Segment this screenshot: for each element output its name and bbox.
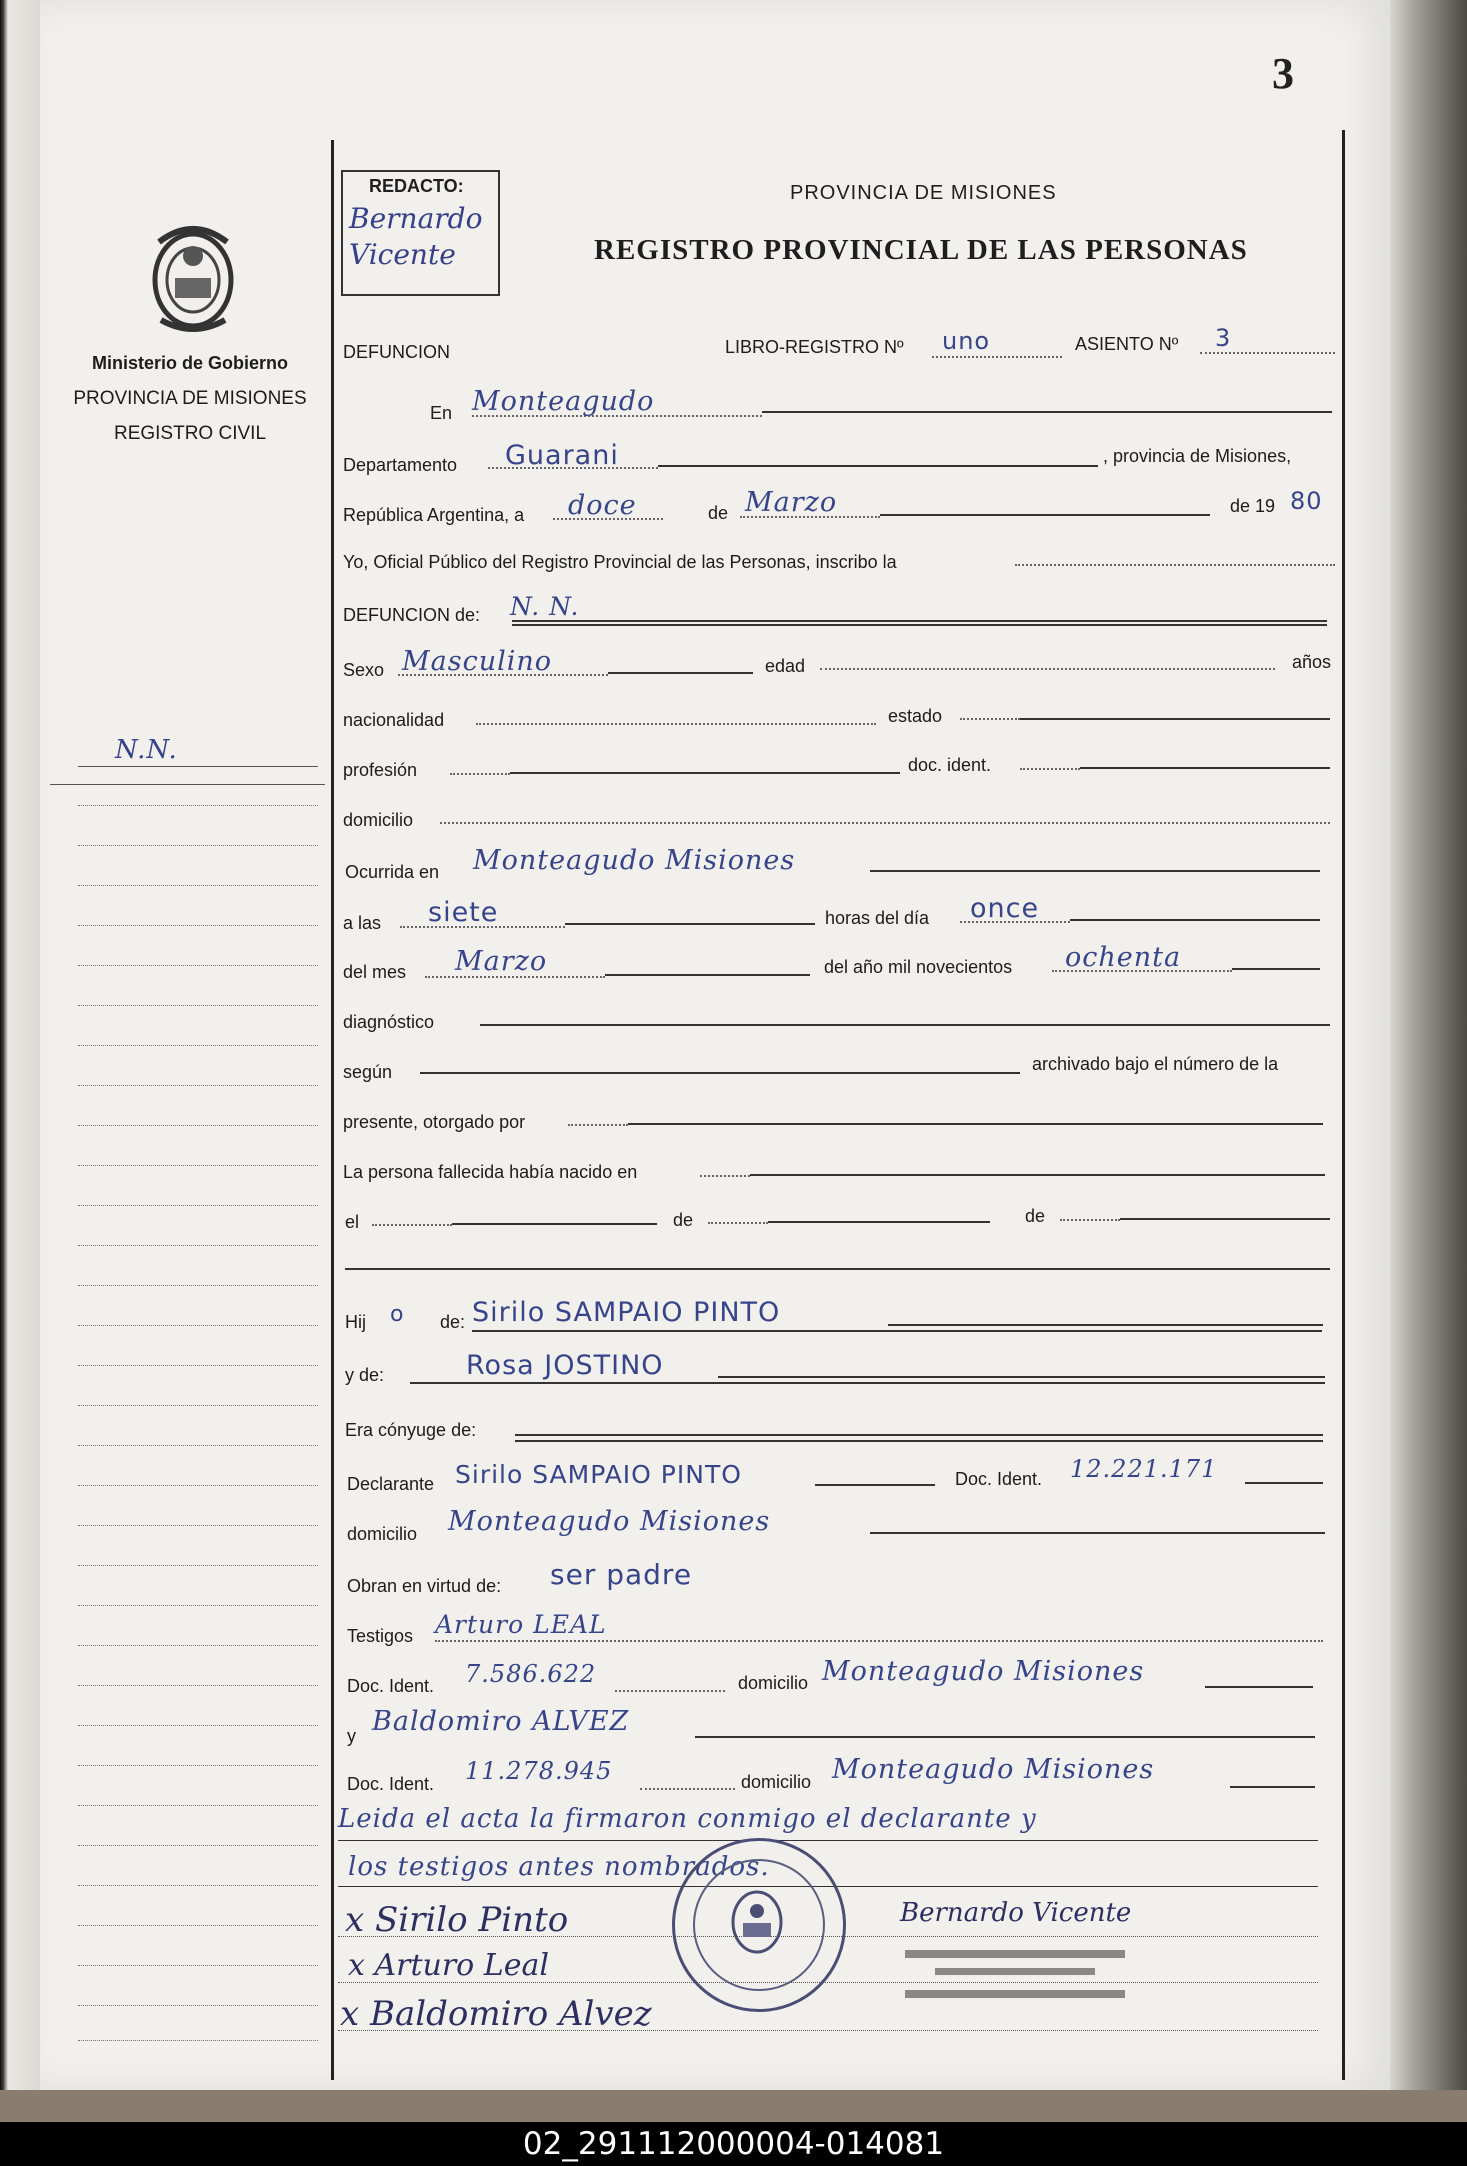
domicilio2-label: domicilio xyxy=(347,1524,418,1544)
closing-line-2: los testigos antes nombrados. xyxy=(348,1852,770,1882)
nacido-dots xyxy=(700,1175,750,1177)
testigo2-value: Baldomiro ALVEZ xyxy=(372,1706,630,1737)
redacto-label: REDACTO: xyxy=(369,176,464,196)
right-page-edge xyxy=(1390,0,1467,2090)
provincia-label: , provincia de Misiones, xyxy=(1103,446,1292,466)
padre-line-1 xyxy=(472,1330,1322,1332)
en-label: En xyxy=(430,403,453,423)
madre-line-1 xyxy=(410,1382,1325,1384)
estado-line xyxy=(1020,718,1330,720)
official-stamp-smear-3 xyxy=(905,1990,1125,1998)
dia-value: doce xyxy=(568,490,637,521)
coat-of-arms-icon xyxy=(145,222,241,334)
de2-line xyxy=(768,1221,990,1223)
defuncion-de-label: DEFUNCION de: xyxy=(343,605,481,625)
domicilio4-label: domicilio xyxy=(741,1772,812,1792)
conyuge-label: Era cónyuge de: xyxy=(345,1420,477,1440)
diagnostico-label: diagnóstico xyxy=(343,1012,435,1032)
departamento-value: Guarani xyxy=(505,440,619,471)
departamento-label: Departamento xyxy=(343,455,458,475)
header-province: PROVINCIA DE MISIONES xyxy=(790,182,1057,204)
doc-ident4-label: Doc. Ident. xyxy=(347,1774,435,1794)
right-border-line xyxy=(1342,130,1345,2080)
anio-mil-label: del año mil novecientos xyxy=(824,957,1013,977)
domicilio2-line xyxy=(870,1532,1325,1534)
madre-line-2 xyxy=(718,1376,1325,1378)
dia2-line xyxy=(1070,919,1320,921)
signature-declarante: x Sirilo Pinto xyxy=(345,1900,569,1940)
declarante-doc-line xyxy=(1245,1482,1323,1484)
doc-ident-dots xyxy=(1020,768,1080,770)
redacto-signature-line1: Bernardo xyxy=(349,202,483,235)
hora-line xyxy=(565,923,815,925)
testigo2-domicilio: Monteagudo Misiones xyxy=(832,1754,1155,1785)
official-stamp-smear-2 xyxy=(935,1968,1095,1975)
el-line xyxy=(452,1223,657,1225)
testigo1-doc-dots xyxy=(615,1690,725,1692)
domicilio3-label: domicilio xyxy=(738,1673,809,1693)
signature-official: Bernardo Vicente xyxy=(900,1898,1132,1928)
republica-label: República Argentina, a xyxy=(343,505,525,525)
domicilio-label: domicilio xyxy=(343,810,414,830)
libro-label: LIBRO-REGISTRO Nº xyxy=(725,337,904,357)
anio-value: 80 xyxy=(1290,487,1323,515)
hij-suffix: o xyxy=(390,1302,405,1327)
segun-line xyxy=(420,1072,1020,1074)
defuncion-de-value: N. N. xyxy=(510,592,580,621)
closing-line-1-rule xyxy=(338,1840,1318,1841)
profesion-label: profesión xyxy=(343,760,418,780)
testigo2-doc-dots xyxy=(640,1788,735,1790)
margin-name-line xyxy=(78,766,318,767)
signature-line-3 xyxy=(338,2030,1318,2031)
hora-value: siete xyxy=(428,897,499,928)
defuncion-label: DEFUNCION xyxy=(343,342,450,362)
del-mes-label: del mes xyxy=(343,962,407,982)
fecha-line xyxy=(880,514,1210,516)
declarante-value: Sirilo SAMPAIO PINTO xyxy=(455,1460,742,1489)
testigo2-domicilio-line xyxy=(1230,1786,1315,1788)
mes-value: Marzo xyxy=(745,487,838,518)
redacto-signature-line2: Vicente xyxy=(349,238,456,271)
presente-label: presente, otorgado por xyxy=(343,1112,526,1132)
el-dots xyxy=(372,1224,452,1226)
obran-value: ser padre xyxy=(550,1558,693,1591)
testigo1-value: Arturo LEAL xyxy=(435,1610,607,1639)
de2-dots xyxy=(708,1222,768,1224)
anio2-value: ochenta xyxy=(1065,942,1182,973)
page-number: 3 xyxy=(1272,49,1294,98)
estado-label: estado xyxy=(888,706,943,726)
ocurrida-line xyxy=(870,870,1320,872)
testigo1-doc: 7.586.622 xyxy=(465,1660,597,1688)
testigo1-domicilio-line xyxy=(1205,1686,1313,1688)
left-page-edge xyxy=(0,0,40,2090)
signature-testigo-2: x Baldomiro Alvez xyxy=(340,1994,652,2034)
testigo2-line xyxy=(695,1736,1315,1738)
libro-value: uno xyxy=(942,327,991,355)
de4-label: de: xyxy=(440,1312,466,1332)
ocurrida-value: Monteagudo Misiones xyxy=(473,845,796,876)
de-label: de xyxy=(708,503,729,523)
image-caption: 02_291112000004-014081 xyxy=(0,2122,1467,2166)
y-de-label: y de: xyxy=(345,1365,385,1385)
presente-dots xyxy=(568,1124,628,1126)
testigo1-domicilio: Monteagudo Misiones xyxy=(822,1656,1145,1687)
departamento-line xyxy=(658,465,1098,467)
mes2-line xyxy=(605,974,810,976)
conyuge-line-1 xyxy=(515,1434,1323,1436)
left-border-line xyxy=(331,140,334,2080)
libro-dots xyxy=(932,356,1062,358)
signature-line-2 xyxy=(338,1982,1318,1983)
declarante-line xyxy=(815,1484,935,1486)
doc-ident-line xyxy=(1080,767,1330,769)
asiento-dots xyxy=(1200,352,1335,354)
padre-value: Sirilo SAMPAIO PINTO xyxy=(472,1297,781,1328)
header-title: REGISTRO PROVINCIAL DE LAS PERSONAS xyxy=(594,234,1248,266)
en-line xyxy=(762,411,1332,413)
blank-line xyxy=(345,1268,1330,1270)
doc-ident3-label: Doc. Ident. xyxy=(347,1676,435,1696)
obran-label: Obran en virtud de: xyxy=(347,1576,502,1596)
asiento-value: 3 xyxy=(1215,324,1232,352)
horas-dia-label: horas del día xyxy=(825,908,930,928)
sexo-label: Sexo xyxy=(343,660,385,680)
declarante-doc: 12.221.171 xyxy=(1070,1455,1218,1483)
padre-line-2 xyxy=(888,1324,1323,1326)
declarante-domicilio: Monteagudo Misiones xyxy=(448,1506,771,1537)
testigo1-dots xyxy=(435,1640,1323,1642)
defuncion-line-1 xyxy=(512,620,1327,622)
yo-dots xyxy=(1015,564,1335,566)
y-label: y xyxy=(347,1726,356,1746)
yo-label: Yo, Oficial Público del Registro Provincial de las Personas, inscribo la xyxy=(343,552,897,572)
de3-line xyxy=(1120,1218,1330,1220)
closing-line-1: Leida el acta la firmaron conmigo el declarante y xyxy=(338,1804,1037,1834)
segun-label: según xyxy=(343,1062,393,1082)
presente-line xyxy=(628,1123,1323,1125)
ministry-registry: REGISTRO CIVIL xyxy=(113,423,267,444)
domicilio-dots xyxy=(440,822,1330,824)
official-stamp-smear-1 xyxy=(905,1950,1125,1958)
mes2-value: Marzo xyxy=(455,946,548,977)
nacionalidad-dots xyxy=(476,723,876,725)
el-label: el xyxy=(345,1212,360,1232)
round-stamp-icon xyxy=(672,1838,846,2012)
de2-label: de xyxy=(673,1210,694,1230)
ocurrida-label: Ocurrida en xyxy=(345,862,440,882)
anos-label: años xyxy=(1292,652,1332,672)
ministry-province: PROVINCIA DE MISIONES xyxy=(73,388,307,409)
de19-label: de 19 xyxy=(1230,496,1276,516)
a-las-label: a las xyxy=(343,913,382,933)
nacionalidad-label: nacionalidad xyxy=(343,710,445,730)
en-value: Monteagudo xyxy=(472,386,655,417)
estado-dots xyxy=(960,718,1020,720)
sexo-line xyxy=(608,672,753,674)
hij-label: Hij xyxy=(345,1312,366,1332)
stamp-emblem-icon xyxy=(727,1887,787,1957)
dia2-value: once xyxy=(970,893,1040,924)
de3-label: de xyxy=(1025,1206,1046,1226)
asiento-label: ASIENTO Nº xyxy=(1075,334,1179,354)
profesion-line xyxy=(510,772,900,774)
doc-ident2-label: Doc. Ident. xyxy=(955,1469,1043,1489)
testigos-label: Testigos xyxy=(347,1626,414,1646)
margin-divider xyxy=(50,784,325,785)
diagnostico-line xyxy=(480,1024,1330,1026)
nacido-line xyxy=(750,1174,1325,1176)
redacto-box xyxy=(341,170,500,296)
signature-testigo-1: x Arturo Leal xyxy=(348,1948,549,1983)
sexo-value: Masculino xyxy=(402,646,553,677)
nacido-label: La persona fallecida había nacido en xyxy=(343,1162,638,1182)
declarante-label: Declarante xyxy=(347,1474,435,1494)
de3-dots xyxy=(1060,1219,1120,1221)
profesion-dots xyxy=(450,773,510,775)
defuncion-line-2 xyxy=(512,624,1327,626)
conyuge-line-2 xyxy=(515,1440,1323,1442)
margin-name: N.N. xyxy=(115,735,178,765)
archivado-label: archivado bajo el número de la xyxy=(1032,1054,1279,1074)
anio2-line xyxy=(1232,968,1320,970)
doc-ident-label: doc. ident. xyxy=(908,755,992,775)
testigo2-doc: 11.278.945 xyxy=(465,1757,613,1785)
bottom-strip xyxy=(0,2090,1467,2125)
madre-value: Rosa JOSTINO xyxy=(466,1350,664,1381)
ministry-title: Ministerio de Gobierno xyxy=(91,353,288,373)
edad-dots xyxy=(820,668,1275,670)
edad-label: edad xyxy=(765,656,806,676)
